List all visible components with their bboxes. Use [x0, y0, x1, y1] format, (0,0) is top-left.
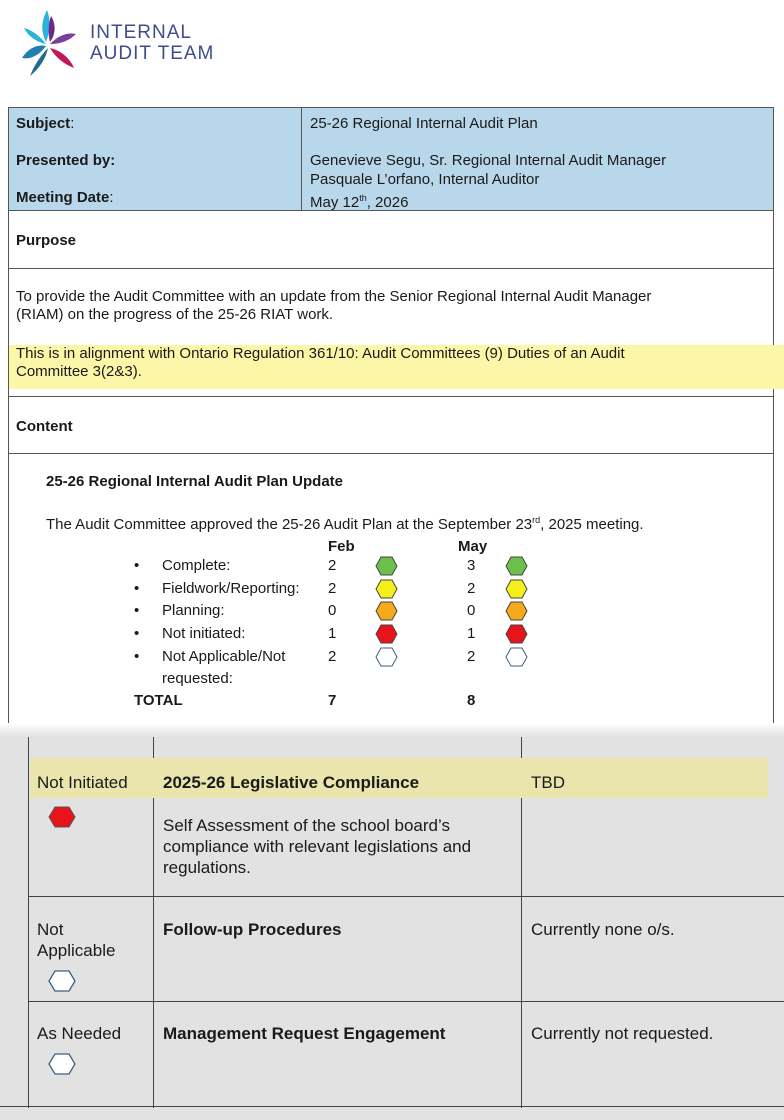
engagement-status: Not Initiated — [37, 773, 128, 792]
meeting-date-main: May 12 — [310, 194, 360, 211]
subject-label — [16, 115, 74, 133]
may-count: 1 — [467, 625, 476, 642]
status-label: Complete: — [162, 557, 231, 574]
logo-text — [90, 22, 214, 64]
hexagon-icon — [505, 556, 529, 581]
meeting-label-text: Meeting Date — [16, 189, 110, 206]
hexagon-icon — [48, 970, 76, 997]
purpose-para-2-line-1: This is in alignment with Ontario Regulation 361/10: Audit Committees (9) Duties of an Audit — [16, 345, 625, 362]
engagement-status-line-1: Not — [37, 920, 64, 939]
feb-count: 2 — [328, 557, 337, 574]
status-label: Planning: — [162, 602, 225, 619]
bullet: • — [134, 580, 140, 597]
presented-line-1: Genevieve Segu, Sr. Regional Internal Audit Manager — [310, 152, 667, 169]
total-feb: 7 — [328, 692, 337, 709]
table-left-border — [28, 737, 29, 1108]
meeting-label — [16, 189, 114, 207]
hexagon-icon — [505, 647, 529, 672]
bullet: • — [134, 648, 140, 665]
approval-main: The Audit Committee approved the 25-26 Audit Plan at the September 23 — [46, 516, 533, 533]
content-subheading: 25-26 Regional Internal Audit Plan Update — [46, 473, 343, 490]
engagement-note: Currently not requested. — [531, 1024, 714, 1043]
approval-text — [46, 511, 644, 534]
hexagon-icon — [375, 624, 399, 649]
approval-end: , 2025 meeting. — [540, 516, 644, 533]
engagement-status: As Needed — [37, 1024, 122, 1043]
logo-mark-icon — [20, 6, 78, 78]
row-divider — [28, 1001, 784, 1002]
table-bottom-border — [0, 1106, 784, 1107]
row-divider — [28, 896, 784, 897]
purpose-para-1-line-1: To provide the Audit Committee with an update from the Senior Regional Internal Audit Manager — [16, 288, 652, 305]
hexagon-icon — [375, 556, 399, 581]
bullet: • — [134, 625, 140, 642]
purpose-para-2-line-2: Committee 3(2&3). — [16, 363, 142, 380]
hexagon-icon — [505, 601, 529, 626]
feb-count: 2 — [328, 580, 337, 597]
logo-line-1: INTERNAL — [90, 22, 192, 43]
engagement-title: Follow-up Procedures — [163, 920, 342, 939]
engagement-desc-line-1: Self Assessment of the school board’s — [163, 816, 450, 835]
top-shadow — [0, 723, 784, 737]
engagement-status-line-2: Applicable — [37, 941, 116, 960]
row-divider — [8, 396, 774, 397]
engagement-title: Management Request Engagement — [163, 1024, 446, 1043]
hexagon-icon — [505, 624, 529, 649]
presented-label: Presented by: — [16, 152, 116, 169]
status-label-cont: requested: — [162, 670, 233, 687]
meeting-date-sup: th — [359, 193, 367, 203]
hexagon-icon — [48, 806, 76, 833]
may-count: 2 — [467, 580, 476, 597]
engagement-note: TBD — [531, 773, 565, 792]
row-divider — [8, 453, 774, 454]
logo-line-2: AUDIT TEAM — [90, 43, 215, 64]
hexagon-icon — [375, 601, 399, 626]
may-count: 2 — [467, 648, 476, 665]
feb-count: 1 — [328, 625, 337, 642]
content-heading: Content — [16, 418, 73, 435]
header-divider — [301, 108, 302, 210]
engagement-desc-line-3: regulations. — [163, 858, 251, 877]
logo — [20, 6, 78, 78]
feb-count: 2 — [328, 648, 337, 665]
engagement-desc-line-2: compliance with relevant legislations and — [163, 837, 472, 856]
subject-value: 25-26 Regional Internal Audit Plan — [310, 115, 538, 132]
meeting-value — [310, 189, 408, 212]
total-may: 8 — [467, 692, 476, 709]
column-may: May — [458, 538, 488, 555]
feb-count: 0 — [328, 602, 337, 619]
subject-label-text: Subject — [16, 115, 71, 132]
subject-colon: : — [70, 115, 75, 132]
hexagon-icon — [48, 1053, 76, 1080]
status-label: Not initiated: — [162, 625, 246, 642]
purpose-para-1-line-2: (RIAM) on the progress of the 25-26 RIAT work. — [16, 306, 334, 323]
bullet: • — [134, 602, 140, 619]
presented-line-2: Pasquale L’orfano, Internal Auditor — [310, 171, 540, 188]
hexagon-icon — [375, 647, 399, 672]
approval-sup: rd — [532, 515, 541, 525]
may-count: 3 — [467, 557, 476, 574]
meeting-colon: : — [109, 189, 114, 206]
total-label: TOTAL — [134, 692, 183, 709]
status-label: Not Applicable/Not — [162, 648, 286, 665]
meeting-date-year: , 2026 — [366, 194, 409, 211]
column-feb: Feb — [328, 538, 355, 555]
bullet: • — [134, 557, 140, 574]
engagement-title: 2025-26 Legislative Compliance — [163, 773, 420, 792]
engagement-note: Currently none o/s. — [531, 920, 675, 939]
row-divider — [8, 268, 774, 269]
status-label: Fieldwork/Reporting: — [162, 580, 300, 597]
purpose-heading: Purpose — [16, 232, 77, 249]
may-count: 0 — [467, 602, 476, 619]
